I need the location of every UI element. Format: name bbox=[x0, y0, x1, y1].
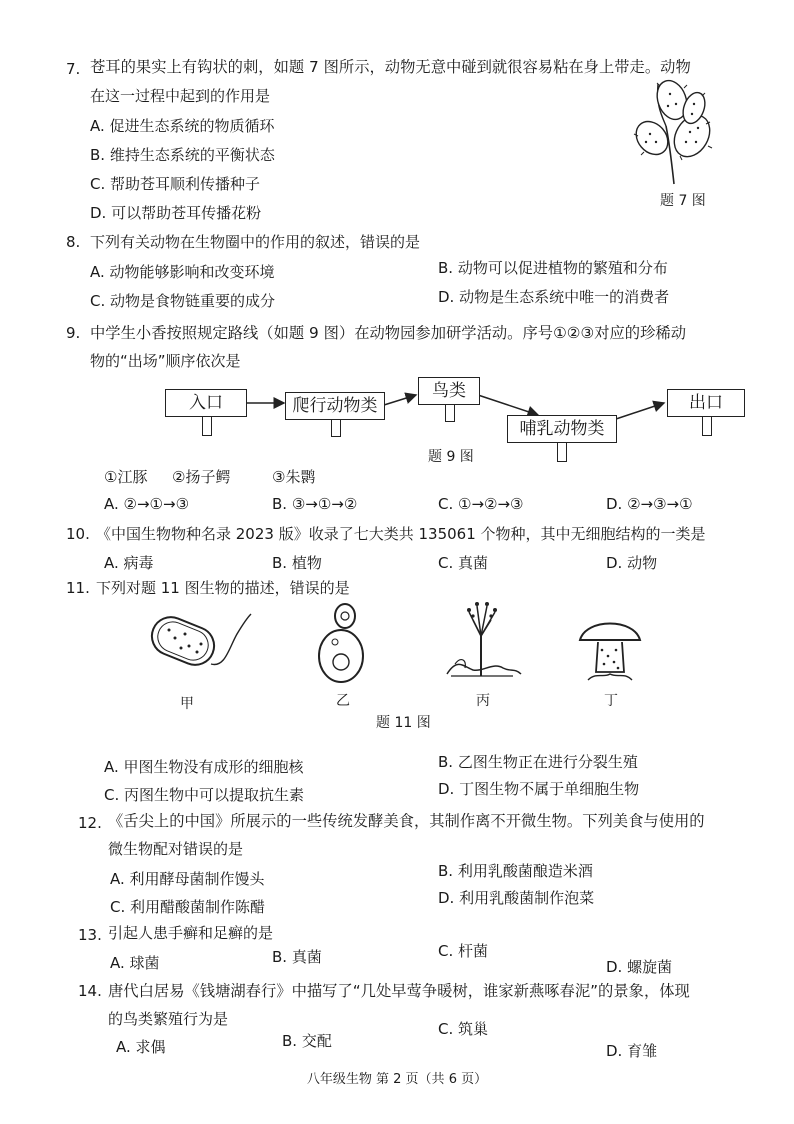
q9-stem-line1: 中学生小香按照规定路线（如题 9 图）在动物园参加研学活动。序号①②③对应的珍稀动 bbox=[90, 324, 686, 342]
q12-option-b: B. 利用乳酸菌酿造米酒 bbox=[438, 862, 593, 880]
q10-option-c: C. 真菌 bbox=[438, 554, 489, 572]
q14-stem-line2: 的鸟类繁殖行为是 bbox=[108, 1010, 229, 1028]
sign-birds-post bbox=[445, 405, 455, 422]
q14-option-c: C. 筑巢 bbox=[438, 1020, 489, 1038]
q11-figure-caption: 题 11 图 bbox=[376, 715, 431, 731]
q10-option-d: D. 动物 bbox=[606, 554, 658, 572]
q10-number: 10. bbox=[66, 525, 90, 543]
bacterium-figure bbox=[145, 604, 255, 688]
q7-option-b: B. 维持生态系统的平衡状态 bbox=[90, 146, 275, 164]
sign-exit-post bbox=[702, 417, 712, 436]
sign-exit: 出口 bbox=[667, 389, 745, 417]
q10-option-a: A. 病毒 bbox=[104, 554, 154, 572]
sign-birds: 鸟类 bbox=[418, 377, 480, 405]
q13-stem: 引起人患手癣和足癣的是 bbox=[108, 924, 274, 942]
q11-option-d: D. 丁图生物不属于单细胞生物 bbox=[438, 780, 640, 798]
label-yi: 乙 bbox=[336, 693, 350, 709]
sign-mammals-post bbox=[557, 443, 567, 462]
q11-option-b: B. 乙图生物正在进行分裂生殖 bbox=[438, 753, 638, 771]
yeast-figure bbox=[313, 600, 373, 686]
q11-stem: 下列对题 11 图生物的描述，错误的是 bbox=[96, 579, 350, 597]
q9-stem-line2: 物的“出场”顺序依次是 bbox=[90, 352, 241, 370]
q8-option-c: C. 动物是食物链重要的成分 bbox=[90, 292, 276, 310]
q14-number: 14. bbox=[78, 982, 102, 1000]
q8-option-a: A. 动物能够影响和改变环境 bbox=[90, 263, 275, 281]
q9-option-d: D. ②→③→① bbox=[606, 495, 693, 513]
sign-reptiles-post bbox=[331, 420, 341, 437]
q11-number: 11. bbox=[66, 579, 90, 597]
cocklebur-figure bbox=[632, 76, 722, 188]
q7-stem-line2: 在这一过程中起到的作用是 bbox=[90, 87, 271, 105]
q7-option-c: C. 帮助苍耳顺利传播种子 bbox=[90, 175, 261, 193]
q8-option-d: D. 动物是生态系统中唯一的消费者 bbox=[438, 288, 670, 306]
q11-option-a: A. 甲图生物没有成形的细胞核 bbox=[104, 758, 304, 776]
q14-option-a: A. 求偶 bbox=[116, 1038, 166, 1056]
q10-option-b: B. 植物 bbox=[272, 554, 322, 572]
q12-option-a: A. 利用酵母菌制作馒头 bbox=[110, 870, 265, 888]
q9-animal-1: ①江豚 bbox=[104, 468, 148, 486]
q9-option-b: B. ③→①→② bbox=[272, 495, 358, 513]
q7-number: 7. bbox=[66, 60, 81, 78]
q12-stem-line2: 微生物配对错误的是 bbox=[108, 840, 244, 858]
q13-option-c: C. 杆菌 bbox=[438, 942, 489, 960]
label-ding: 丁 bbox=[604, 693, 618, 709]
q9-number: 9. bbox=[66, 324, 81, 342]
q10-stem: 《中国生物物种名录 2023 版》收录了七大类共 135061 个物种，其中无细胞结构的一类是 bbox=[96, 525, 706, 543]
penicillium-figure bbox=[443, 598, 523, 684]
q14-option-d: D. 育雏 bbox=[606, 1042, 658, 1060]
q7-option-a: A. 促进生态系统的物质循环 bbox=[90, 117, 275, 135]
q7-stem-line1: 苍耳的果实上有钩状的刺，如题 7 图所示，动物无意中碰到就很容易粘在身上带走。动物 bbox=[90, 58, 691, 76]
q12-option-c: C. 利用醋酸菌制作陈醋 bbox=[110, 898, 266, 916]
q12-option-d: D. 利用乳酸菌制作泡菜 bbox=[438, 889, 595, 907]
q13-option-d: D. 螺旋菌 bbox=[606, 958, 673, 976]
q12-stem-line1: 《舌尖上的中国》所展示的一些传统发酵美食，其制作离不开微生物。下列美食与使用的 bbox=[108, 812, 705, 830]
q13-option-a: A. 球菌 bbox=[110, 954, 160, 972]
q8-number: 8. bbox=[66, 233, 81, 251]
sign-entrance-post bbox=[202, 417, 212, 436]
mushroom-figure bbox=[578, 614, 642, 686]
page-footer: 八年级生物 第 2 页（共 6 页） bbox=[306, 1072, 488, 1087]
q14-option-b: B. 交配 bbox=[282, 1032, 332, 1050]
sign-entrance: 入口 bbox=[165, 389, 247, 417]
label-jia: 甲 bbox=[180, 696, 194, 712]
q12-number: 12. bbox=[78, 814, 102, 832]
q9-option-a: A. ②→①→③ bbox=[104, 495, 190, 513]
q7-option-d: D. 可以帮助苍耳传播花粉 bbox=[90, 204, 262, 222]
q8-stem: 下列有关动物在生物圈中的作用的叙述，错误的是 bbox=[90, 233, 421, 251]
q13-option-b: B. 真菌 bbox=[272, 948, 322, 966]
q9-animal-2: ②扬子鳄 bbox=[172, 468, 231, 486]
q14-stem-line1: 唐代白居易《钱塘湖春行》中描写了“几处早莺争暖树，谁家新燕啄春泥”的景象，体现 bbox=[108, 982, 690, 1000]
sign-mammals: 哺乳动物类 bbox=[507, 415, 617, 443]
label-bing: 丙 bbox=[476, 693, 490, 709]
q8-option-b: B. 动物可以促进植物的繁殖和分布 bbox=[438, 259, 668, 277]
q9-figure-caption: 题 9 图 bbox=[428, 449, 474, 465]
sign-reptiles: 爬行动物类 bbox=[285, 392, 385, 420]
q7-figure-caption: 题 7 图 bbox=[660, 193, 706, 209]
q11-option-c: C. 丙图生物中可以提取抗生素 bbox=[104, 786, 305, 804]
q9-option-c: C. ①→②→③ bbox=[438, 495, 524, 513]
q13-number: 13. bbox=[78, 926, 102, 944]
q9-animal-3: ③朱鹮 bbox=[272, 468, 316, 486]
